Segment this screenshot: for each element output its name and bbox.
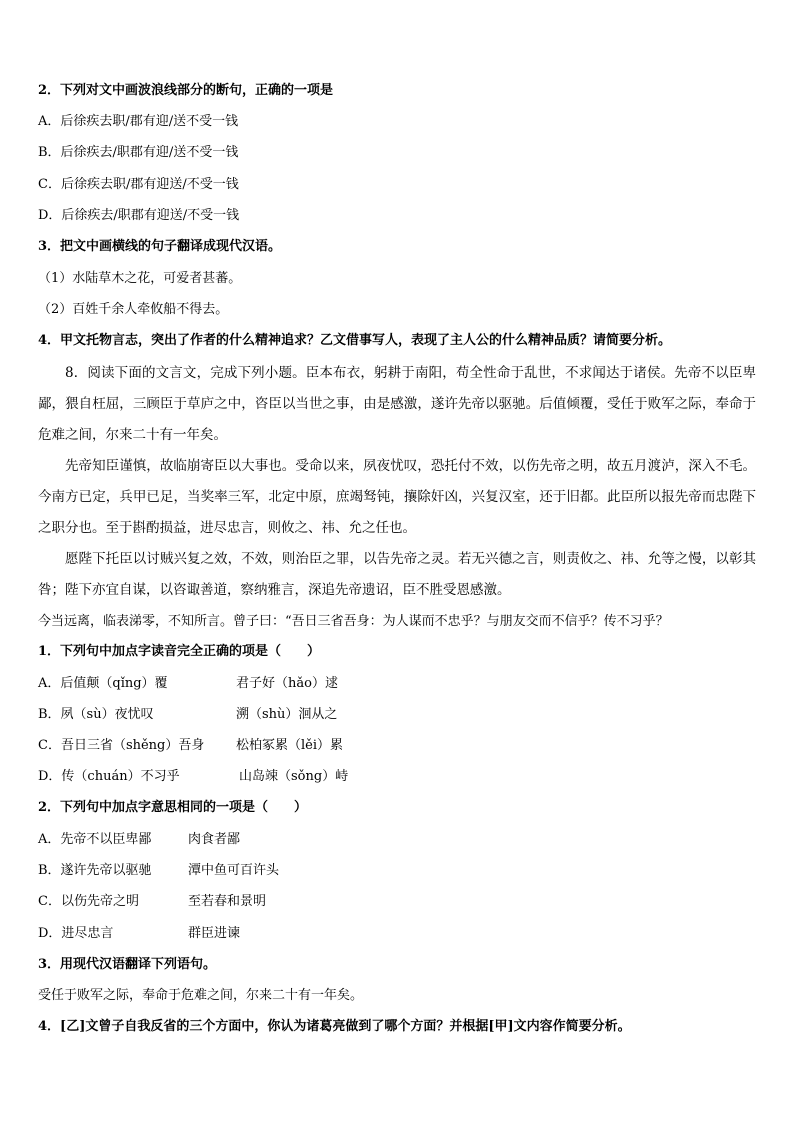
question-4b-stem: 4．[乙]文曾子自我反省的三个方面中，你认为诸葛亮做到了哪个方面？并根据[甲]文内容作简要分析。 <box>38 1019 631 1034</box>
passage-paragraph-4: 今当远离，临表涕零，不知所言。曾子曰：“吾日三省吾身：为人谋而不忠乎？与朋友交而不信乎？传不习乎？ <box>38 614 669 629</box>
option-b-right: 潭中鱼可百许头 <box>188 863 280 878</box>
option-c-right: 松柏冢累（lěi）累 <box>236 738 344 753</box>
option-c: C．后徐疾去职/郡有迎送/不受一钱 <box>38 177 239 192</box>
option-c-left: C．吾日三省（shěng）吾身 <box>38 738 205 753</box>
option-d-right: 群臣进谏 <box>188 926 241 941</box>
translation-sentence: 受任于败军之际，奉命于危难之间，尔来二十有一年矣。 <box>38 988 364 1003</box>
option-a-right: 君子好（hǎo）逑 <box>236 676 338 691</box>
passage-paragraph-3: 愿陛下托臣以讨贼兴复之效，不效，则治臣之罪，以告先帝之灵。若无兴德之言，则责攸之、祎、允等之慢，以彰其咎；陛下亦宜自谋，以咨诹善道，察纳雅言，深追先帝遗诏，臣不胜受恩感激。 <box>38 551 756 598</box>
option-a-left: A．先帝不以臣卑鄙 <box>38 832 152 847</box>
option-c-right: 至若春和景明 <box>188 894 267 909</box>
option-b-left: B．遂许先帝以驱驰 <box>38 863 152 878</box>
option-d-left: D．传（chuán）不习乎 <box>38 769 180 784</box>
question-2b-stem: 2．下列句中加点字意思相同的一项是（ ） <box>38 800 308 815</box>
question-3b-stem: 3．用现代汉语翻译下列语句。 <box>38 957 217 972</box>
question-4-stem: 4．甲文托物言志，突出了作者的什么精神追求？乙文借事写人，表现了主人公的什么精神品质？请简要分析。 <box>38 333 672 348</box>
option-b-right: 溯（shù）洄从之 <box>236 707 338 722</box>
option-d-left: D．进尽忠言 <box>38 926 114 941</box>
translation-item-2: （2）百姓千余人牵攸船不得去。 <box>38 302 229 317</box>
option-b: B．后徐疾去/职郡有迎/送不受一钱 <box>38 145 239 160</box>
passage-paragraph-2: 先帝知臣谨慎，故临崩寄臣以大事也。受命以来，夙夜忧叹，恐托付不效，以伤先帝之明，故五月渡泸，深入不毛。今南方已定，兵甲已足，当奖率三军，北定中原，庶竭驽钝，攘除奸凶，兴复汉室，还于旧都。此臣所以报先帝而忠陛下之职分也。至于斟酌损益，进尽忠言，则攸之、祎、允之任也。 <box>38 458 756 536</box>
question-2-stem: 2．下列对文中画波浪线部分的断句，正确的一项是 <box>38 83 334 98</box>
option-a: A．后徐疾去职/郡有迎/送不受一钱 <box>38 114 239 129</box>
question-1-stem: 1．下列句中加点字读音完全正确的项是（ ） <box>38 644 321 659</box>
option-d-right: 山岛竦（sǒng）峙 <box>239 769 349 784</box>
translation-item-1: （1）水陆草木之花，可爱者甚蕃。 <box>38 271 242 286</box>
option-c-left: C．以伤先帝之明 <box>38 894 139 909</box>
option-a-right: 肉食者鄙 <box>188 832 241 847</box>
option-d: D．后徐疾去/职郡有迎送/不受一钱 <box>38 208 240 223</box>
passage-paragraph-1: 8．阅读下面的文言文，完成下列小题。臣本布衣，躬耕于南阳，苟全性命于乱世，不求闻达于诸侯。先帝不以臣卑鄙，猥自枉屈，三顾臣于草庐之中，咨臣以当世之事，由是感激，遂许先帝以驱驰。后值倾覆，受任于败军之际，奉命于危难之间，尔来二十有一年矣。 <box>38 365 756 443</box>
option-b-left: B．夙（sù）夜忧叹 <box>38 707 154 722</box>
option-a-left: A．后值颠（qǐng）覆 <box>38 676 168 691</box>
question-3-stem: 3．把文中画横线的句子翻译成现代汉语。 <box>38 239 282 254</box>
